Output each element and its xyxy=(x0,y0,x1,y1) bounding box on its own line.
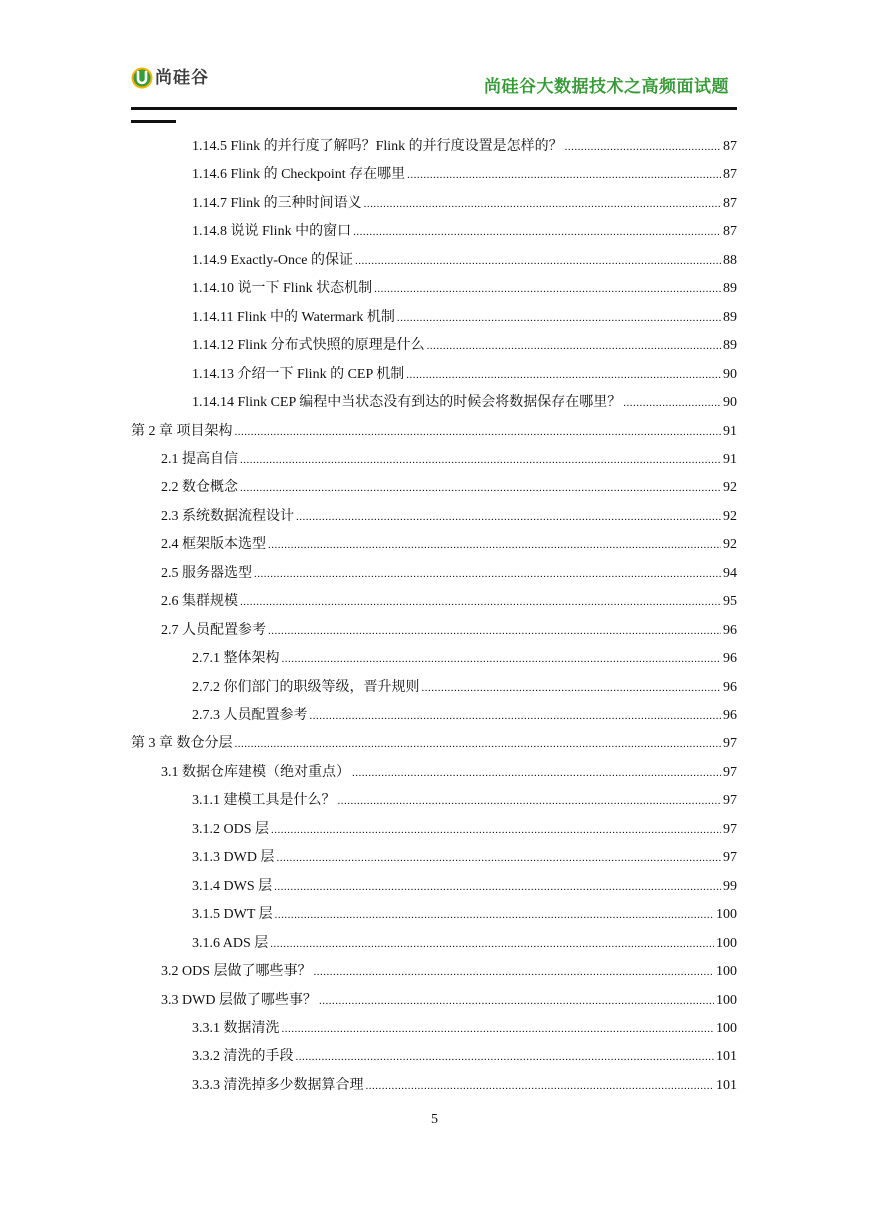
toc-entry[interactable] xyxy=(161,987,737,1015)
toc-entry-title: 1.14.9 Exactly-Once 的保证 xyxy=(192,252,353,268)
toc-entry[interactable] xyxy=(161,446,737,474)
toc-dot-leader xyxy=(422,674,722,702)
page-number: 5 xyxy=(431,1112,438,1127)
toc-entry[interactable] xyxy=(192,787,737,815)
logo xyxy=(131,62,209,94)
toc-entry[interactable] xyxy=(161,759,737,787)
toc-entry-page: 89 xyxy=(723,309,737,325)
toc-dot-leader xyxy=(268,531,721,559)
toc-entry[interactable] xyxy=(131,418,737,446)
toc-entry-page: 101 xyxy=(716,1077,737,1093)
toc-dot-leader xyxy=(355,247,721,275)
toc-entry-title: 1.14.13 介绍一下 Flink 的 CEP 机制 xyxy=(192,366,405,382)
toc-entry-title: 1.14.8 说说 Flink 中的窗口 xyxy=(192,224,352,240)
toc-entry[interactable] xyxy=(192,133,737,161)
toc-entry[interactable] xyxy=(192,1043,737,1071)
toc-dot-leader xyxy=(374,275,721,303)
toc-entry[interactable] xyxy=(192,873,737,901)
toc-dot-leader xyxy=(235,418,722,446)
toc-entry[interactable] xyxy=(192,930,737,958)
toc-entry-title: 1.14.6 Flink 的 Checkpoint 存在哪里 xyxy=(192,167,406,183)
toc-entry-page: 89 xyxy=(723,281,737,297)
toc-entry-page: 97 xyxy=(723,793,737,809)
toc-dot-leader xyxy=(276,844,721,872)
toc-entry-page: 100 xyxy=(716,935,737,951)
toc-entry-title: 3.1.1 建模工具是什么？ xyxy=(192,793,336,809)
toc-entry-title: 2.3 系统数据流程设计 xyxy=(161,508,294,524)
toc-entry-title: 3.3.3 清洗掉多少数据算合理 xyxy=(192,1077,364,1093)
toc-dot-leader xyxy=(296,1043,715,1071)
toc-entry-title: 3.3.1 数据清洗 xyxy=(192,1020,280,1036)
toc-entry[interactable] xyxy=(192,1015,737,1043)
toc-entry-title: 3.1.3 DWD 层 xyxy=(192,850,275,866)
toc-entry-page: 96 xyxy=(723,708,737,723)
toc-entry-title: 1.14.5 Flink 的并行度了解吗？Flink 的并行度设置是怎样的？ xyxy=(192,139,563,154)
toc-entry-title: 第 2 章 项目架构 xyxy=(131,423,233,439)
toc-entry-page: 87 xyxy=(723,195,737,211)
toc-entry-page: 92 xyxy=(723,537,737,553)
toc-dot-leader xyxy=(282,1015,715,1043)
toc-entry-title: 第 3 章 数仓分层 xyxy=(131,736,233,752)
toc-entry-page: 90 xyxy=(723,366,737,382)
toc-dot-leader xyxy=(397,304,721,332)
toc-dot-leader xyxy=(352,759,721,787)
toc-entry-page: 100 xyxy=(716,1020,737,1036)
toc-entry[interactable] xyxy=(161,617,737,645)
toc-dot-leader xyxy=(270,930,714,958)
toc-entry[interactable] xyxy=(161,474,737,502)
toc-dot-leader xyxy=(254,560,721,588)
toc-entry[interactable] xyxy=(161,588,737,616)
toc-entry[interactable] xyxy=(161,531,737,559)
toc-entry-page: 96 xyxy=(723,622,737,638)
toc-entry-page: 90 xyxy=(723,395,737,411)
header-rule xyxy=(131,107,737,110)
toc-entry[interactable] xyxy=(192,161,737,189)
toc-entry-title: 3.3 DWD 层做了哪些事？ xyxy=(161,992,317,1008)
toc-entry-title: 3.1.2 ODS 层 xyxy=(192,821,270,837)
toc-entry-title: 3.1.5 DWT 层 xyxy=(192,907,273,923)
toc-entry-page: 87 xyxy=(723,224,737,240)
toc-entry-page: 95 xyxy=(723,594,737,610)
toc-entry-title: 1.14.12 Flink 分布式快照的原理是什么 xyxy=(192,338,425,354)
toc-dot-leader xyxy=(314,958,714,986)
page-header xyxy=(0,0,869,130)
toc-entry-page: 97 xyxy=(723,764,737,780)
toc-entry-page: 97 xyxy=(723,736,737,752)
toc-entry-page: 94 xyxy=(723,565,737,581)
toc-entry-page: 100 xyxy=(716,992,737,1008)
toc-entry-page: 100 xyxy=(716,907,737,923)
toc-entry[interactable] xyxy=(192,275,737,303)
toc-dot-leader xyxy=(271,816,721,844)
toc-entry-title: 2.7.3 人员配置参考 xyxy=(192,708,308,723)
logo-text: 尚硅谷 xyxy=(155,68,209,88)
toc-entry[interactable] xyxy=(192,361,737,389)
toc-entry[interactable] xyxy=(192,247,737,275)
toc-entry-page: 96 xyxy=(723,651,737,667)
toc-dot-leader xyxy=(338,787,722,815)
toc-entry[interactable] xyxy=(192,190,737,218)
toc-dot-leader xyxy=(623,389,721,417)
toc-entry-title: 2.7.1 整体架构 xyxy=(192,651,280,667)
toc-dot-leader xyxy=(353,218,721,246)
toc-entry-title: 2.7 人员配置参考 xyxy=(161,622,266,638)
toc-dot-leader xyxy=(240,588,721,616)
toc-dot-leader xyxy=(274,873,721,901)
toc-entry-title: 3.3.2 清洗的手段 xyxy=(192,1049,294,1065)
toc-entry[interactable] xyxy=(192,218,737,246)
header-title: 尚硅谷大数据技术之高频面试题 xyxy=(484,77,729,97)
toc-entry[interactable] xyxy=(131,730,737,758)
toc-entry-title: 3.1.4 DWS 层 xyxy=(192,878,273,894)
toc-dot-leader xyxy=(364,190,721,218)
toc-entry-page: 87 xyxy=(723,167,737,183)
toc-entry-title: 1.14.10 说一下 Flink 状态机制 xyxy=(192,281,373,297)
header-rule-short xyxy=(131,120,176,123)
toc-entry-page: 97 xyxy=(723,821,737,837)
toc-entry-page: 89 xyxy=(723,338,737,354)
toc-entry-title: 2.5 服务器选型 xyxy=(161,565,252,581)
toc-entry-page: 92 xyxy=(723,480,737,496)
toc-entry[interactable] xyxy=(192,702,737,730)
toc-entry-page: 100 xyxy=(716,964,737,980)
toc-entry-title: 3.1.6 ADS 层 xyxy=(192,935,269,951)
toc-dot-leader xyxy=(427,332,721,360)
toc-entry[interactable] xyxy=(192,389,737,417)
toc-dot-leader xyxy=(407,161,721,189)
toc-entry-page: 97 xyxy=(723,850,737,866)
toc-entry[interactable] xyxy=(192,332,737,360)
toc-dot-leader xyxy=(282,645,722,673)
toc-entry-title: 2.4 框架版本选型 xyxy=(161,537,266,553)
toc-dot-leader xyxy=(366,1072,715,1100)
toc-entry-page: 99 xyxy=(723,878,737,894)
toc-entry[interactable] xyxy=(192,844,737,872)
toc-entry[interactable] xyxy=(192,901,737,929)
toc-entry-page: 91 xyxy=(723,423,737,439)
toc-entry[interactable] xyxy=(161,503,737,531)
logo-u-icon xyxy=(131,65,153,91)
toc-entry[interactable] xyxy=(192,816,737,844)
toc-dot-leader xyxy=(565,133,721,161)
toc-entry-page: 101 xyxy=(716,1049,737,1065)
toc-dot-leader xyxy=(235,730,722,758)
toc-entry[interactable] xyxy=(192,304,737,332)
toc-entry-page: 92 xyxy=(723,508,737,524)
toc-entry[interactable] xyxy=(192,645,737,673)
toc-entry[interactable] xyxy=(161,958,737,986)
toc-entry-page: 87 xyxy=(723,139,737,154)
toc-dot-leader xyxy=(319,987,714,1015)
toc-entry-title: 3.2 ODS 层做了哪些事？ xyxy=(161,964,312,980)
toc-entry-title: 2.7.2 你们部门的职级等级，晋升规则 xyxy=(192,679,420,695)
toc-dot-leader xyxy=(406,361,721,389)
toc-entry-title: 2.2 数仓概念 xyxy=(161,480,238,496)
toc-entry[interactable] xyxy=(192,674,737,702)
toc-entry-title: 1.14.7 Flink 的三种时间语义 xyxy=(192,195,362,211)
toc-entry-title: 2.6 集群规模 xyxy=(161,594,238,610)
toc-entry-title: 1.14.14 Flink CEP 编程中当状态没有到达的时候会将数据保存在哪里？ xyxy=(192,395,622,411)
toc-entry-page: 91 xyxy=(723,451,737,467)
toc-entry-title: 3.1 数据仓库建模（绝对重点） xyxy=(161,764,350,780)
toc-entry-title: 1.14.11 Flink 中的 Watermark 机制 xyxy=(192,309,395,325)
toc-entry[interactable] xyxy=(192,1072,737,1100)
toc-entry-title: 2.1 提高自信 xyxy=(161,451,238,467)
toc-entry-page: 96 xyxy=(723,679,737,695)
toc-dot-leader xyxy=(275,901,714,929)
toc-dot-leader xyxy=(240,474,721,502)
toc-dot-leader xyxy=(296,503,721,531)
toc-dot-leader xyxy=(268,617,721,645)
toc-dot-leader xyxy=(240,446,721,474)
toc-dot-leader xyxy=(310,702,722,730)
toc-entry[interactable] xyxy=(161,560,737,588)
toc-entry-page: 88 xyxy=(723,252,737,268)
